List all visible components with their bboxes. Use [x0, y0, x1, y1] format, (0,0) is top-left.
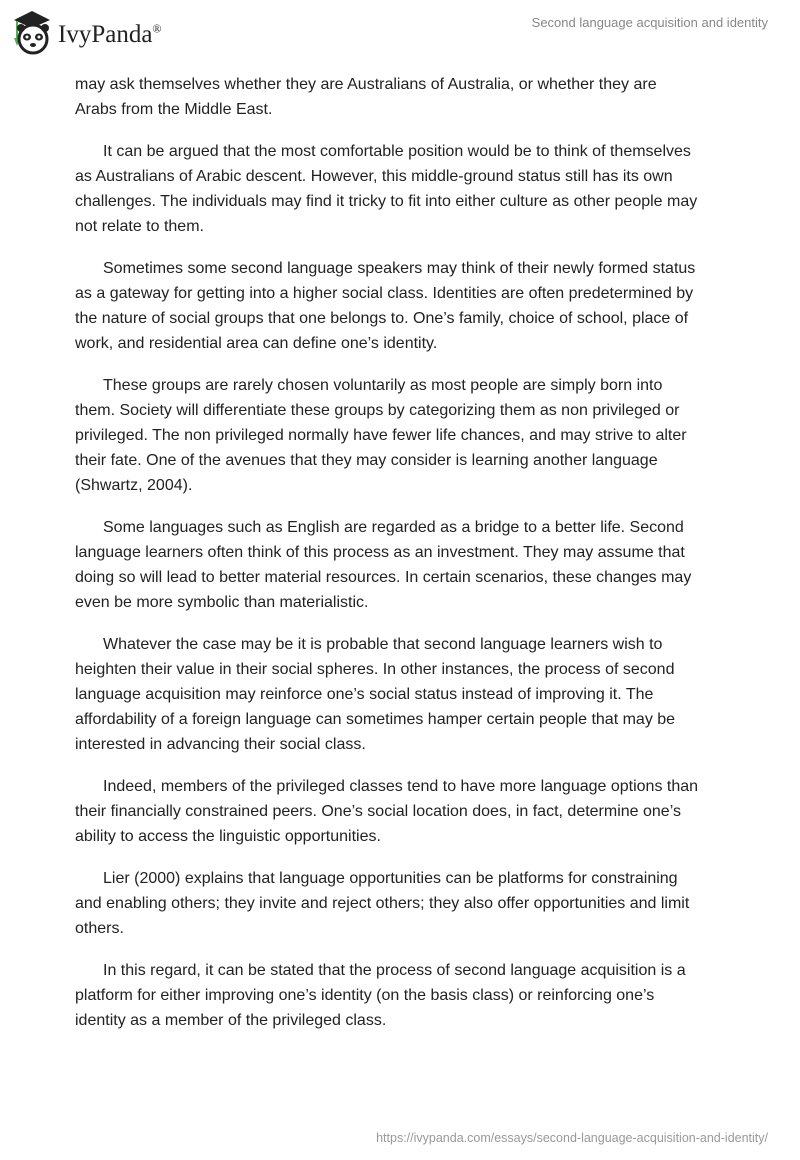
text-line: language learners often think of this process as an investment. They may assume that: [75, 544, 685, 561]
text-line: Whatever the case may be it is probable that second language learners wish to: [103, 636, 663, 653]
text-line: Indeed, members of the privileged classes tend to have more language options than: [103, 778, 699, 795]
text-line: In this regard, it can be stated that the process of second language acquisition is a: [103, 962, 686, 979]
text-line: work, and residential area can define one’s identity.: [75, 335, 438, 352]
paragraph: [75, 139, 755, 239]
text-line: as Australians of Arabic descent. However, this middle-ground status still has its own: [75, 168, 673, 185]
text-line: ability to access the linguistic opportunities.: [75, 828, 381, 845]
text-line: It can be argued that the most comfortable position would be to think of themselves: [103, 143, 691, 160]
paragraph: [75, 515, 755, 615]
text-line: Arabs from the Middle East.: [75, 101, 273, 118]
essay-body: [75, 72, 755, 1050]
paragraph: [75, 373, 755, 498]
document-title: Second language acquisition and identity: [531, 15, 768, 30]
text-line: privileged. The non privileged normally have fewer life chances, and may strive to alter: [75, 427, 687, 444]
text-line: challenges. The individuals may find it tricky to fit into either culture as other people may: [75, 193, 698, 210]
ivypanda-logo[interactable]: [12, 8, 162, 56]
text-line: Sometimes some second language speakers may think of their newly formed status: [103, 260, 696, 277]
text-line: Some languages such as English are regarded as a bridge to a better life. Second: [103, 519, 684, 536]
text-line: them. Society will differentiate these groups by categorizing them as non privileged or: [75, 402, 680, 419]
text-line: their financially constrained peers. One’s social location does, in fact, determine one’s: [75, 803, 681, 820]
text-line: their fate. One of the avenues that they may consider is learning another language: [75, 452, 658, 469]
text-line: Lier (2000) explains that language opportunities can be platforms for constraining: [103, 870, 678, 887]
text-line: identity as a member of the privileged class.: [75, 1012, 387, 1029]
paragraph: [75, 72, 755, 122]
text-line: interested in advancing their social class.: [75, 736, 366, 753]
text-line: (Shwartz, 2004).: [75, 477, 193, 494]
paragraph: [75, 774, 755, 849]
text-line: platform for either improving one’s identity (on the basis class) or reinforcing one’s: [75, 987, 655, 1004]
text-line: doing so will lead to better material resources. In certain scenarios, these changes may: [75, 569, 692, 586]
paragraph: [75, 632, 755, 757]
panda-graduate-icon: [12, 8, 52, 56]
text-line: language acquisition may reinforce one’s social status instead of improving it. The: [75, 686, 654, 703]
paragraph: [75, 866, 755, 941]
paragraph: [75, 958, 755, 1033]
logo-text: IvyPanda®: [58, 21, 162, 48]
text-line: even be more symbolic than materialistic.: [75, 594, 369, 611]
text-line: as a gateway for getting into a higher social class. Identities are often predetermined by: [75, 285, 694, 302]
text-line: affordability of a foreign language can sometimes hamper certain people that may be: [75, 711, 676, 728]
text-line: not relate to them.: [75, 218, 204, 235]
paragraph: [75, 256, 755, 356]
text-line: These groups are rarely chosen voluntarily as most people are simply born into: [103, 377, 663, 394]
text-line: may ask themselves whether they are Australians of Australia, or whether they are: [75, 76, 657, 93]
text-line: the nature of social groups that one belongs to. One’s family, choice of school, place of: [75, 310, 689, 327]
text-line: heighten their value in their social spheres. In other instances, the process of second: [75, 661, 675, 678]
text-line: others.: [75, 920, 124, 937]
text-line: and enabling others; they invite and reject others; they also offer opportunities and limit: [75, 895, 690, 912]
source-url[interactable]: https://ivypanda.com/essays/second-language-acquisition-and-identity/: [376, 1131, 768, 1145]
